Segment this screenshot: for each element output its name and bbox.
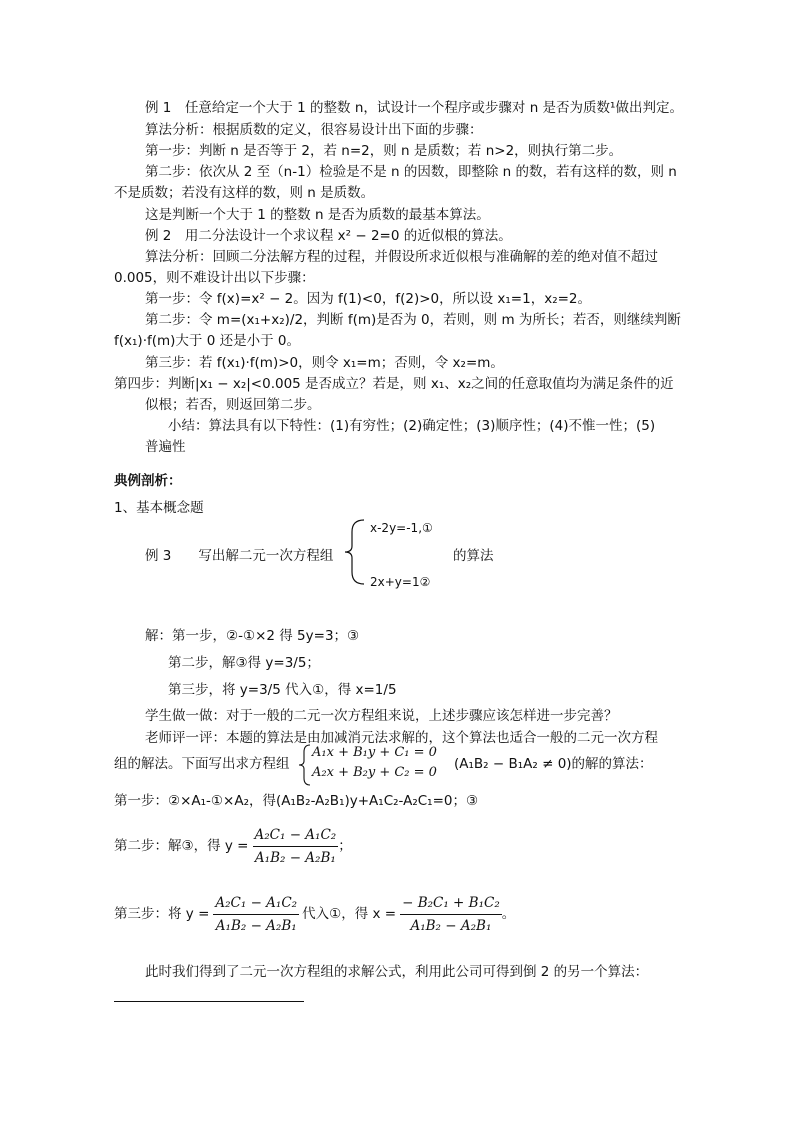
fraction-x-denominator: A₁B₂ − A₂B₁ xyxy=(410,917,492,934)
general-step-3 xyxy=(114,892,515,936)
fraction-x-numerator: − B₂C₁ + B₁C₂ xyxy=(400,894,502,915)
general-equation-2: A₂x + B₂y + C₂ = 0 xyxy=(312,765,437,780)
properties-summary-continued: 普遍性 xyxy=(145,439,186,455)
fraction-y-denominator: A₁B₂ − A₂B₁ xyxy=(254,849,336,866)
fraction-y xyxy=(253,826,339,867)
general-step-2-label: 第二步：解③，得 y = xyxy=(114,838,249,854)
properties-summary: 小结：算法具有以下特性：(1)有穷性；(2)确定性；(3)顺序性；(4)不惟一性；(5) xyxy=(168,418,656,434)
general-step-2-end: ； xyxy=(338,838,352,854)
subsection-heading: 1、基本概念题 xyxy=(114,500,204,516)
general-equation-1: A₁x + B₁y + C₁ = 0 xyxy=(312,745,437,760)
bisection-step-4: 第四步：判断|x₁ − x₂|<0.005 是否成立？若是，则 x₁、x₂之间的任意取值均为满足条件的近 xyxy=(114,376,674,392)
summary-line: 这是判断一个大于 1 的整数 n 是否为质数的最基本算法。 xyxy=(145,207,490,223)
fraction-x xyxy=(400,894,502,935)
analysis-2-line: 算法分析：回顾二分法解方程的过程，并假设所求近似根与准确解的差的绝对值不超过 xyxy=(145,249,658,265)
bisection-step-3: 第三步：若 f(x₁)·f(m)>0，则令 x₁=m；否则，令 x₂=m。 xyxy=(145,355,504,371)
general-system-brace xyxy=(298,744,312,786)
fraction-y-substitute-numerator: A₂C₁ − A₁C₂ xyxy=(213,894,299,915)
general-step-2 xyxy=(114,824,352,868)
system-equation-1: x-2y=-1,① xyxy=(370,521,433,535)
footnote-separator xyxy=(114,1001,304,1002)
bisection-step-1: 第一步：令 f(x)=x² − 2。因为 f(1)<0，f(2)>0，所以设 x₁=1，x₂=2。 xyxy=(145,291,592,307)
step-2-continued: 不是质数；若没有这样的数，则 n 是质数。 xyxy=(114,185,375,201)
example-2-line: 例 2 用二分法设计一个求议程 x² − 2=0 的近似根的算法。 xyxy=(145,228,512,244)
step-1-line: 第一步：判断 n 是否等于 2，若 n=2，则 n 是质数；若 n>2，则执行第二步。 xyxy=(145,143,623,159)
example-3-label: 例 3 写出解二元一次方程组 xyxy=(145,548,334,564)
bisection-step-4-continued: 似根；若否，则返回第二步。 xyxy=(145,397,321,413)
general-step-3-middle: 代入①，得 x = xyxy=(302,906,397,922)
bisection-step-2-continued: f(x₁)·f(m)大于 0 还是小于 0。 xyxy=(114,333,300,349)
general-step-3-end: 。 xyxy=(501,906,516,922)
system-brace xyxy=(342,518,368,586)
fraction-y-substitute-denominator: A₁B₂ − A₂B₁ xyxy=(215,917,297,934)
example-3-tail: 的算法 xyxy=(453,548,494,564)
step-2-line: 第二步：依次从 2 至（n-1）检验是不是 n 的因数，即整除 n 的数，若有这样的数，则 n xyxy=(145,164,677,180)
solution-step-3: 第三步，将 y=3/5 代入①，得 x=1/5 xyxy=(168,682,397,698)
fraction-y-numerator: A₂C₁ − A₁C₂ xyxy=(253,826,339,847)
fraction-y-substitute xyxy=(213,894,299,935)
section-heading: 典例剖析： xyxy=(114,473,182,489)
teacher-comment: 老师评一评：本题的算法是由加减消元法求解的，这个算法也适合一般的二元一次方程 xyxy=(145,730,658,746)
general-step-3-label: 第三步：将 y = xyxy=(114,906,210,922)
general-system-condition: (A₁B₂ − B₁A₂ ≠ 0)的解的算法： xyxy=(454,756,653,772)
analysis-1-line: 算法分析：根据质数的定义，很容易设计出下面的步骤： xyxy=(145,122,483,138)
bisection-step-2: 第二步：令 m=(x₁+x₂)/2，判断 f(m)是否为 0，若则，则 m 为所长；若否，则继续判断 xyxy=(145,312,681,328)
general-step-1: 第一步：②×A₁-①×A₂，得(A₁B₂-A₂B₁)y+A₁C₂-A₂C₁=0；③ xyxy=(114,793,479,809)
general-system-intro: 组的解法。下面写出求方程组 xyxy=(114,756,290,772)
analysis-2-continued: 0.005，则不难设计出以下步骤： xyxy=(114,270,315,286)
system-equation-2: 2x+y=1② xyxy=(370,575,431,589)
student-prompt: 学生做一做：对于一般的二元一次方程组来说，上述步骤应该怎样进一步完善？ xyxy=(145,708,618,724)
example-1-line: 例 1 任意给定一个大于 1 的整数 n，试设计一个程序或步骤对 n 是否为质数¹做出判定。 xyxy=(145,100,683,116)
solution-step-1: 解：第一步，②-①×2 得 5y=3；③ xyxy=(145,628,360,644)
conclusion-line: 此时我们得到了二元一次方程组的求解公式，利用此公司可得到倒 2 的另一个算法： xyxy=(145,964,649,980)
solution-step-2: 第二步，解③得 y=3/5； xyxy=(168,655,320,671)
